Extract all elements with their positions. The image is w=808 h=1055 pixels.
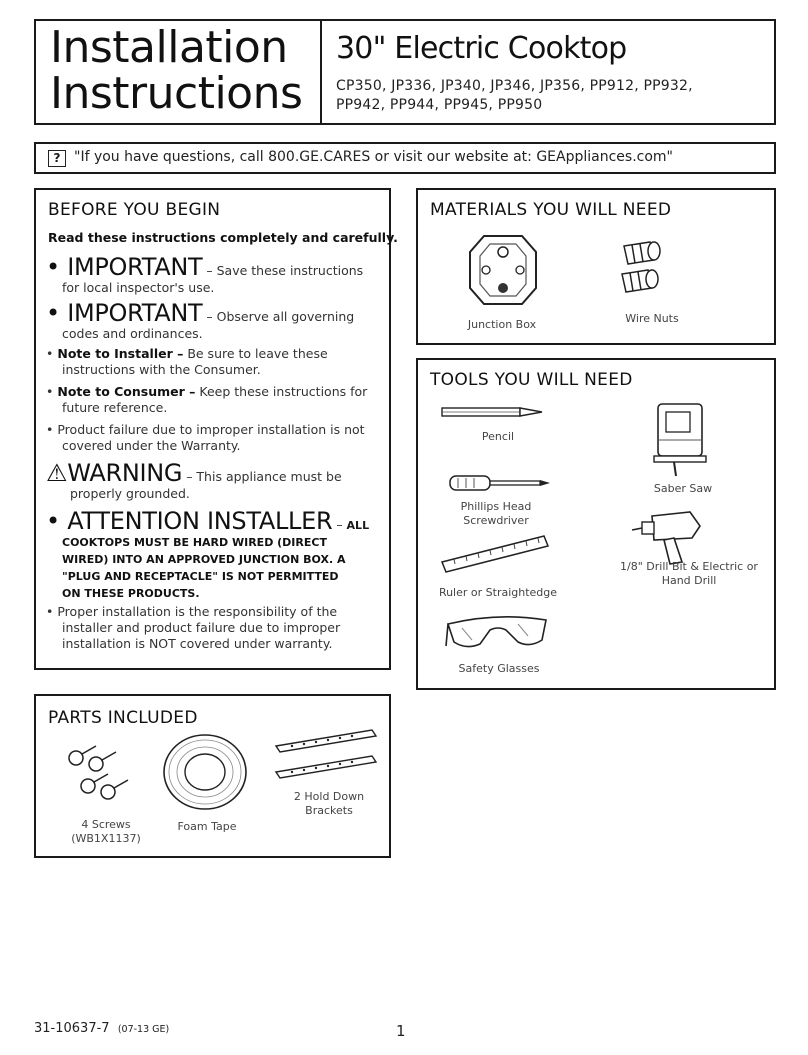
junction-box-icon [462, 232, 542, 308]
question-icon: ? [48, 150, 66, 167]
product-failure-item: • Product failure due to improper installation is not covered under the Warranty. [46, 422, 365, 453]
tools-panel [416, 358, 776, 690]
important-save-item: • IMPORTANT – Save these instructions for local inspector's use. [46, 253, 364, 295]
read-instructions-note: Read these instructions completely and carefully. [48, 230, 398, 245]
ruler-caption: Ruler or Straightedge [438, 586, 558, 599]
hold-down-brackets-icon [272, 726, 382, 786]
safety-glasses-icon [444, 612, 550, 656]
model-list: CP350, JP336, JP340, JP346, JP356, PP912, PP932, PP942, PP944, PP945, PP950 [336, 78, 693, 113]
parts-included-title: PARTS INCLUDED [48, 708, 198, 728]
note-to-installer-item: • Note to Installer – Be sure to leave these instructions with the Consumer. [46, 346, 328, 377]
materials-title: MATERIALS YOU WILL NEED [430, 200, 672, 220]
screws-caption: 4 Screws (WB1X1137) [71, 818, 141, 845]
junction-box-caption: Junction Box [467, 318, 537, 331]
drill-caption: 1/8" Drill Bit & Electric or Hand Drill [620, 560, 758, 587]
before-you-begin-title: BEFORE YOU BEGIN [48, 200, 221, 220]
saber-saw-caption: Saber Saw [653, 482, 713, 495]
safety-glasses-caption: Safety Glasses [458, 662, 540, 675]
foam-tape-caption: Foam Tape [177, 820, 237, 833]
important-codes-item: • IMPORTANT – Observe all governing codes and ordinances. [46, 299, 355, 341]
brackets-caption: 2 Hold Down Brackets [293, 790, 365, 817]
pencil-caption: Pencil [481, 430, 515, 443]
drill-icon [630, 508, 710, 566]
ruler-icon [440, 532, 550, 576]
warning-item: ⚠WARNING – This appliance must be properly grounded. [46, 459, 342, 501]
document-code: 31-10637-7 (07-13 GE) [34, 1021, 170, 1036]
contact-text: "If you have questions, call 800.GE.CARES or visit our website at: GEAppliances.com" [74, 149, 673, 165]
proper-installation-item: • Proper installation is the responsibility of the installer and product failure due to improper installation is NOT covered under warranty. [46, 604, 341, 651]
contact-bar [34, 142, 776, 174]
product-name: 30" Electric Cooktop [336, 31, 627, 66]
materials-panel [416, 188, 776, 345]
attention-installer-item: • ATTENTION INSTALLER – ALL COOKTOPS MUST BE HARD WIRED (DIRECT WIRED) INTO AN APPROVED JUNCTION BOX. A "PLUG AND RECEPTACLE" IS NOT PERMITTED ON THESE PRODUCTS. [46, 507, 370, 600]
header-divider [320, 21, 322, 123]
document-title: Installation Instructions [50, 22, 303, 119]
note-to-consumer-item: • Note to Consumer – Keep these instructions for future reference. [46, 384, 368, 415]
foam-tape-icon [160, 732, 250, 812]
screws-icon [62, 742, 134, 806]
pencil-icon [440, 406, 546, 418]
wire-nuts-icon [614, 238, 684, 302]
tools-title: TOOLS YOU WILL NEED [430, 370, 633, 390]
header-box [34, 19, 776, 125]
saber-saw-icon [650, 400, 712, 478]
screwdriver-caption: Phillips Head Screwdriver [460, 500, 532, 527]
page-number: 1 [396, 1022, 406, 1040]
before-you-begin-panel [34, 188, 398, 670]
wire-nuts-caption: Wire Nuts [625, 312, 679, 325]
parts-included-panel [34, 694, 391, 858]
warning-icon: ⚠ [46, 459, 68, 487]
screwdriver-icon [448, 472, 552, 494]
